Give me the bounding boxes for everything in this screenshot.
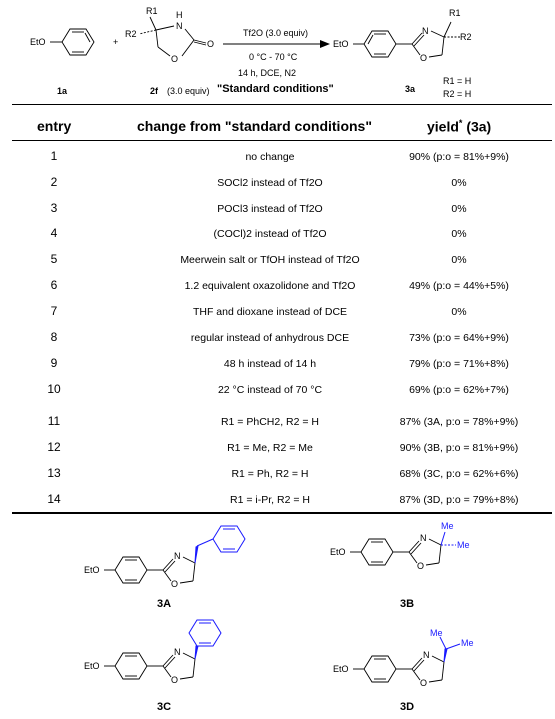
header-change: change from "standard conditions" xyxy=(137,118,372,134)
yield-cell: 90% (3B, p:o = 81%+9%) xyxy=(399,442,519,454)
structure-3D xyxy=(333,628,474,688)
header-yield xyxy=(427,118,491,135)
entry-cell: 14 xyxy=(47,492,61,506)
product-r1: R1 xyxy=(449,8,461,18)
table-row xyxy=(0,439,555,459)
table-row xyxy=(0,329,555,349)
product-r2: R2 xyxy=(460,32,472,42)
structure-3C xyxy=(84,620,221,685)
structure-3D-me-left: Me xyxy=(430,628,443,638)
entry-cell: 5 xyxy=(50,252,58,266)
structure-3C-label: 3C xyxy=(157,701,172,713)
reactant-1a-structure xyxy=(30,29,94,55)
product-ethoxy-label: EtO xyxy=(333,39,349,49)
structure-3A-ethoxy: EtO xyxy=(84,565,100,575)
temperature-text: 0 °C - 70 °C xyxy=(249,52,298,62)
yield-cell: 73% (p:o = 64%+9%) xyxy=(409,332,509,344)
product-note-r2: R2 = H xyxy=(443,89,472,99)
change-cell: regular instead of anhydrous DCE xyxy=(190,332,350,344)
table-row xyxy=(0,251,555,271)
table-row xyxy=(0,303,555,323)
standard-conditions-label: "Standard conditions" xyxy=(217,83,334,95)
table-row xyxy=(0,277,555,297)
structure-3D-me-right: Me xyxy=(461,638,474,648)
hydrogen-label: H xyxy=(176,10,183,20)
yield-cell: 87% (3A, p:o = 78%+9%) xyxy=(399,416,519,428)
structure-3D-o: O xyxy=(420,678,428,688)
structure-3A-label: 3A xyxy=(157,598,172,610)
change-cell: POCl3 instead of Tf2O xyxy=(217,203,323,215)
structure-3A-o: O xyxy=(171,579,179,589)
table-top-rule xyxy=(12,104,552,105)
structure-3B-o: O xyxy=(417,561,425,571)
yield-cell: 87% (3D, p:o = 79%+8%) xyxy=(399,494,519,506)
entry-cell: 1 xyxy=(50,149,58,163)
change-cell: no change xyxy=(245,151,295,163)
structure-3C-ethoxy: EtO xyxy=(84,661,100,671)
structure-3C-o: O xyxy=(171,675,179,685)
r1-label: R1 xyxy=(146,6,158,16)
structure-3B xyxy=(330,521,470,571)
product-nitrogen: N xyxy=(422,26,429,36)
yield-cell: 0% xyxy=(451,254,467,266)
ethoxy-group-label: EtO xyxy=(30,37,46,47)
header-entry: entry xyxy=(37,118,72,134)
conditions-text: 14 h, DCE, N2 xyxy=(238,68,297,78)
reactant-2f-equiv: (3.0 equiv) xyxy=(167,86,210,96)
carbonyl-oxygen-label: O xyxy=(207,39,215,49)
change-cell: R1 = i-Pr, R2 = H xyxy=(230,494,310,506)
yield-cell: 68% (3C, p:o = 62%+6%) xyxy=(399,468,519,480)
entry-cell: 4 xyxy=(50,226,58,240)
structure-3B-ethoxy: EtO xyxy=(330,547,346,557)
structure-3B-me-top: Me xyxy=(441,521,454,531)
entry-cell: 12 xyxy=(47,440,61,454)
change-cell: SOCl2 instead of Tf2O xyxy=(217,177,323,189)
yield-cell: 0% xyxy=(451,228,467,240)
change-cell: (COCl)2 instead of Tf2O xyxy=(213,228,327,240)
change-cell: R1 = PhCH2, R2 = H xyxy=(220,416,320,428)
table-row xyxy=(0,491,555,511)
header-rule xyxy=(12,140,552,141)
change-cell: THF and dioxane instead of DCE xyxy=(192,306,348,318)
entry-cell: 11 xyxy=(47,414,61,428)
change-cell: R1 = Me, R2 = Me xyxy=(227,442,313,454)
change-cell: 22 °C instead of 70 °C xyxy=(217,384,323,396)
table-row xyxy=(0,200,555,220)
reactant-1a-label: 1a xyxy=(57,86,68,96)
table-row xyxy=(0,355,555,375)
entry-cell: 9 xyxy=(50,356,58,370)
entry-cell: 13 xyxy=(47,466,61,480)
structure-3D-label: 3D xyxy=(400,701,415,713)
header-yield-text: yield xyxy=(427,118,459,135)
change-cell: Meerwein salt or TfOH instead of Tf2O xyxy=(180,254,360,266)
yield-cell: 0% xyxy=(451,177,467,189)
entry-cell: 7 xyxy=(50,304,58,318)
table-row xyxy=(0,413,555,433)
nitrogen-label: N xyxy=(176,21,183,31)
plus-sign: + xyxy=(113,37,119,47)
entry-cell: 2 xyxy=(50,175,58,189)
table-row xyxy=(0,148,555,168)
structure-3A xyxy=(84,526,245,589)
reactant-2f-structure xyxy=(125,6,214,64)
change-cell: 1.2 equivalent oxazolidone and Tf2O xyxy=(184,280,356,292)
structure-3B-me-side: Me xyxy=(457,540,470,550)
yield-cell: 49% (p:o = 44%+5%) xyxy=(409,280,509,292)
header-yield-mark: * xyxy=(458,118,463,128)
yield-cell: 90% (p:o = 81%+9%) xyxy=(409,151,509,163)
entry-cell: 10 xyxy=(47,382,61,396)
header-yield-suffix: (3a) xyxy=(466,118,492,135)
table-row xyxy=(0,465,555,485)
ring-oxygen-label: O xyxy=(171,54,179,64)
structure-3C-n: N xyxy=(174,647,181,657)
yield-cell: 79% (p:o = 71%+8%) xyxy=(409,358,509,370)
table-row xyxy=(0,225,555,245)
product-note-r1: R1 = H xyxy=(443,76,472,86)
entry-cell: 8 xyxy=(50,330,58,344)
structure-3D-n: N xyxy=(423,650,430,660)
change-cell: 48 h instead of 14 h xyxy=(223,358,317,370)
yield-cell: 0% xyxy=(451,203,467,215)
structure-3D-ethoxy: EtO xyxy=(333,664,349,674)
table-bottom-rule xyxy=(12,512,552,514)
entry-cell: 3 xyxy=(50,201,58,215)
table-row xyxy=(0,381,555,401)
r2-label: R2 xyxy=(125,29,137,39)
reactant-2f-label: 2f xyxy=(150,86,159,96)
reagent-text: Tf2O (3.0 equiv) xyxy=(243,28,309,38)
entry-cell: 6 xyxy=(50,278,58,292)
yield-cell: 0% xyxy=(451,306,467,318)
structure-3B-label: 3B xyxy=(400,598,415,610)
structure-3A-n: N xyxy=(174,551,181,561)
product-3a-structure xyxy=(333,8,472,63)
structure-3B-n: N xyxy=(420,533,427,543)
product-oxygen: O xyxy=(420,53,428,63)
table-row xyxy=(0,174,555,194)
product-3a-label: 3a xyxy=(405,84,416,94)
change-cell: R1 = Ph, R2 = H xyxy=(231,468,309,480)
yield-cell: 69% (p:o = 62%+7%) xyxy=(409,384,509,396)
